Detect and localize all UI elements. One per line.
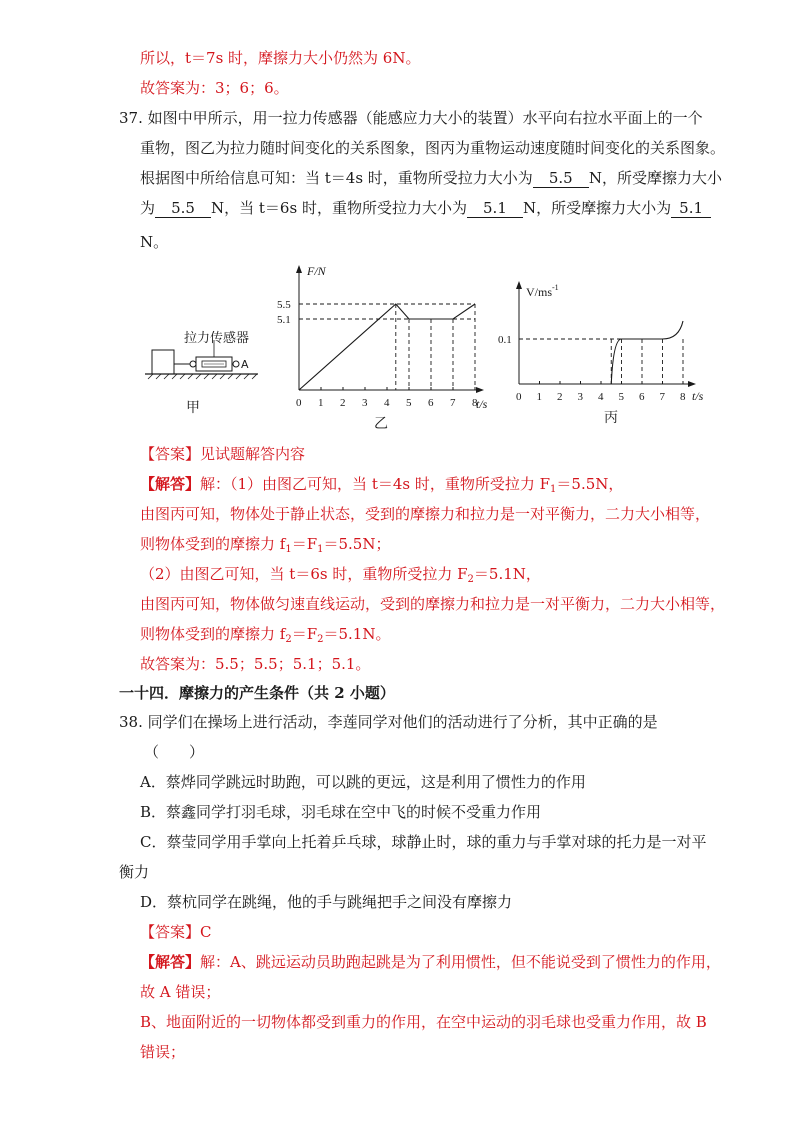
q37-sol-6b: ＝F bbox=[291, 625, 318, 643]
bing-x-tick-label: 6 bbox=[639, 391, 645, 403]
prev-line-1: 所以，t＝7s 时，摩擦力大小仍然为 6N。 bbox=[140, 49, 421, 67]
q38-option-c: C．蔡莹同学用手掌向上托着乒乓球，球静止时，球的重力与手掌对球的托力是一对平 bbox=[140, 833, 707, 851]
q37-sol-line-3 bbox=[140, 534, 390, 560]
bing-x-tick-label: 8 bbox=[680, 391, 686, 403]
q38-answer: 【答案】C bbox=[140, 923, 212, 941]
q37-sol-3-sub1: 1 bbox=[285, 544, 292, 555]
q37-blank-4: 5.1 bbox=[671, 199, 711, 218]
q37-sol-4-sub: 2 bbox=[467, 574, 474, 585]
bing-xlabel: t/s bbox=[692, 389, 704, 403]
q37-sol-3c: ＝5.5N； bbox=[323, 535, 391, 553]
pull-point-circle bbox=[233, 361, 239, 367]
q37-text-4b: N，当 t＝6s 时，重物所受拉力大小为 bbox=[211, 199, 467, 217]
q37-sol-3b: ＝F bbox=[291, 535, 318, 553]
q37-text-3a: 根据图中所给信息可知：当 t＝4s 时，重物所受拉力大小为 bbox=[140, 169, 533, 187]
bing-x-tick-label: 0 bbox=[516, 391, 522, 403]
yi-y-tick-label: 5.5 bbox=[277, 299, 291, 311]
q38-sol-line-4: 错误； bbox=[140, 1043, 186, 1061]
yi-x-tick-label: 8 bbox=[472, 397, 478, 409]
q38-sol-line-3: B、地面附近的一切物体都受到重力的作用，在空中运动的羽毛球也受重力作用，故 B bbox=[140, 1013, 707, 1031]
q37-blank-1: 5.5 bbox=[533, 169, 589, 188]
caption-bing: 丙 bbox=[604, 410, 618, 426]
bing-x-tick-label: 7 bbox=[659, 391, 665, 403]
q37-number: 37. bbox=[119, 109, 143, 127]
q38-option-a: A．蔡烨同学跳远时助跑，可以跳的更远，这是利用了惯性力的作用 bbox=[140, 773, 586, 791]
bing-x-arrow bbox=[688, 381, 696, 387]
q37-sol-line-5: 由图丙可知，物体做匀速直线运动，受到的摩擦力和拉力是一对平衡力，二力大小相等， bbox=[140, 595, 726, 613]
q37-line-4 bbox=[140, 198, 711, 218]
q37-sol-line-2: 由图丙可知，物体处于静止状态，受到的摩擦力和拉力是一对平衡力，二力大小相等， bbox=[140, 505, 711, 523]
q38-option-d: D．蔡杭同学在跳绳，他的手与跳绳把手之间没有摩擦力 bbox=[140, 893, 513, 911]
q37-sol-line-1 bbox=[140, 474, 623, 500]
q37-sol-1-sub: 1 bbox=[550, 484, 557, 495]
bing-x-tick-label: 1 bbox=[536, 391, 542, 403]
bing-y-arrow bbox=[516, 281, 522, 289]
q37-sol-line-6 bbox=[140, 624, 390, 650]
chart-yi bbox=[277, 264, 488, 432]
yi-x-arrow bbox=[476, 387, 484, 393]
q37-text-4c: N，所受摩擦力大小为 bbox=[522, 199, 672, 217]
yi-ylabel: F/N bbox=[307, 264, 326, 278]
bing-x-tick-label: 5 bbox=[618, 391, 624, 403]
yi-x-tick-label: 0 bbox=[296, 397, 302, 409]
q38-paren: （ ） bbox=[144, 743, 205, 761]
q37-line-3 bbox=[140, 168, 722, 188]
bing-x-tick-label: 3 bbox=[577, 391, 583, 403]
q37-sol-1-end: ＝5.5N， bbox=[556, 475, 624, 493]
bing-y-tick-label: 0.1 bbox=[498, 334, 512, 346]
q37-text-4a: 为 bbox=[140, 199, 156, 217]
q37-text-3b: N，所受摩擦力大小 bbox=[588, 169, 722, 187]
yi-x-tick-label: 4 bbox=[384, 397, 390, 409]
q37-sol-1: 解：（1）由图乙可知，当 t＝4s 时，重物所受拉力 F bbox=[200, 475, 551, 493]
yi-x-tick-label: 1 bbox=[318, 397, 324, 409]
q37-sol-4a: （2）由图乙可知，当 t＝6s 时，重物所受拉力 F bbox=[140, 565, 468, 583]
caption-yi: 乙 bbox=[374, 416, 388, 432]
q37-line-5: N。 bbox=[140, 233, 169, 251]
yi-y-arrow bbox=[296, 265, 302, 273]
q37-line-1 bbox=[119, 108, 703, 128]
yi-x-tick-label: 3 bbox=[362, 397, 368, 409]
yi-x-tick-label: 5 bbox=[406, 397, 412, 409]
q38-line-1 bbox=[119, 712, 658, 732]
q38-number: 38. bbox=[119, 713, 143, 731]
yi-x-tick-label: 7 bbox=[450, 397, 456, 409]
q38-sol-line-1 bbox=[140, 952, 721, 972]
q38-sol-head: 【解答】 bbox=[140, 953, 201, 971]
chart-bing bbox=[498, 281, 704, 426]
bing-x-tick-label: 4 bbox=[598, 391, 604, 403]
q37-figure bbox=[140, 262, 720, 434]
q38-text-1: 同学们在操场上进行活动，李莲同学对他们的活动进行了分析，其中正确的是 bbox=[147, 713, 658, 731]
caption-jia: 甲 bbox=[186, 400, 200, 416]
bing-ylabel: $V/ms^{-1}$ bbox=[526, 283, 559, 299]
q37-sol-6c: ＝5.1N。 bbox=[323, 625, 391, 643]
prev-answer-line: 故答案为：3；6；6。 bbox=[140, 79, 289, 97]
q37-blank-2: 5.5 bbox=[155, 199, 211, 218]
sensor-label: 拉力传感器 bbox=[184, 331, 250, 346]
q38-sol-line-2: 故 A 错误； bbox=[140, 983, 221, 1001]
q38-option-b: B．蔡鑫同学打羽毛球，羽毛球在空中飞的时候不受重力作用 bbox=[140, 803, 542, 821]
q37-answer: 【答案】见试题解答内容 bbox=[140, 445, 306, 463]
q37-sol-line-4 bbox=[140, 564, 541, 590]
q37-sol-3a: 则物体受到的摩擦力 f bbox=[140, 535, 286, 553]
q37-sol-3-sub2: 1 bbox=[317, 544, 324, 555]
weight-block bbox=[152, 350, 174, 374]
pull-point-label: A bbox=[241, 358, 249, 371]
bing-ylabel-sup: -1 bbox=[552, 283, 559, 292]
q37-sol-6-sub1: 2 bbox=[285, 634, 292, 645]
q37-sol-6a: 则物体受到的摩擦力 f bbox=[140, 625, 286, 643]
q37-line-2: 重物，图乙为拉力随时间变化的关系图象，图丙为重物运动速度随时间变化的关系图象。 bbox=[140, 139, 726, 157]
q37-text-1: 如图中甲所示，用一拉力传感器（能感应力大小的装置）水平向右拉水平面上的一个 bbox=[147, 109, 703, 127]
q37-sol-6-sub2: 2 bbox=[317, 634, 324, 645]
yi-force-series bbox=[299, 304, 475, 390]
section-14-title: 一十四．摩擦力的产生条件（共 2 小题） bbox=[119, 684, 395, 702]
ground-hatch bbox=[148, 374, 257, 379]
yi-xlabel: t/s bbox=[476, 397, 488, 411]
figure-jia bbox=[145, 330, 258, 416]
bing-x-tick-label: 2 bbox=[557, 391, 563, 403]
q38-sol-1: 解：A、跳远运动员助跑起跳是为了利用惯性，但不能说受到了惯性力的作用， bbox=[200, 953, 721, 971]
yi-x-tick-label: 2 bbox=[340, 397, 346, 409]
q37-sol-head: 【解答】 bbox=[140, 475, 201, 493]
yi-y-tick-label: 5.1 bbox=[277, 314, 291, 326]
hook-circle bbox=[190, 361, 196, 367]
q38-option-c-cont: 衡力 bbox=[119, 863, 150, 881]
q37-final-answer: 故答案为：5.5；5.5；5.1；5.1。 bbox=[140, 655, 371, 673]
q37-blank-3: 5.1 bbox=[467, 199, 523, 218]
q37-sol-4b: ＝5.1N， bbox=[473, 565, 541, 583]
bing-velocity-series bbox=[519, 321, 683, 384]
yi-x-tick-label: 6 bbox=[428, 397, 434, 409]
